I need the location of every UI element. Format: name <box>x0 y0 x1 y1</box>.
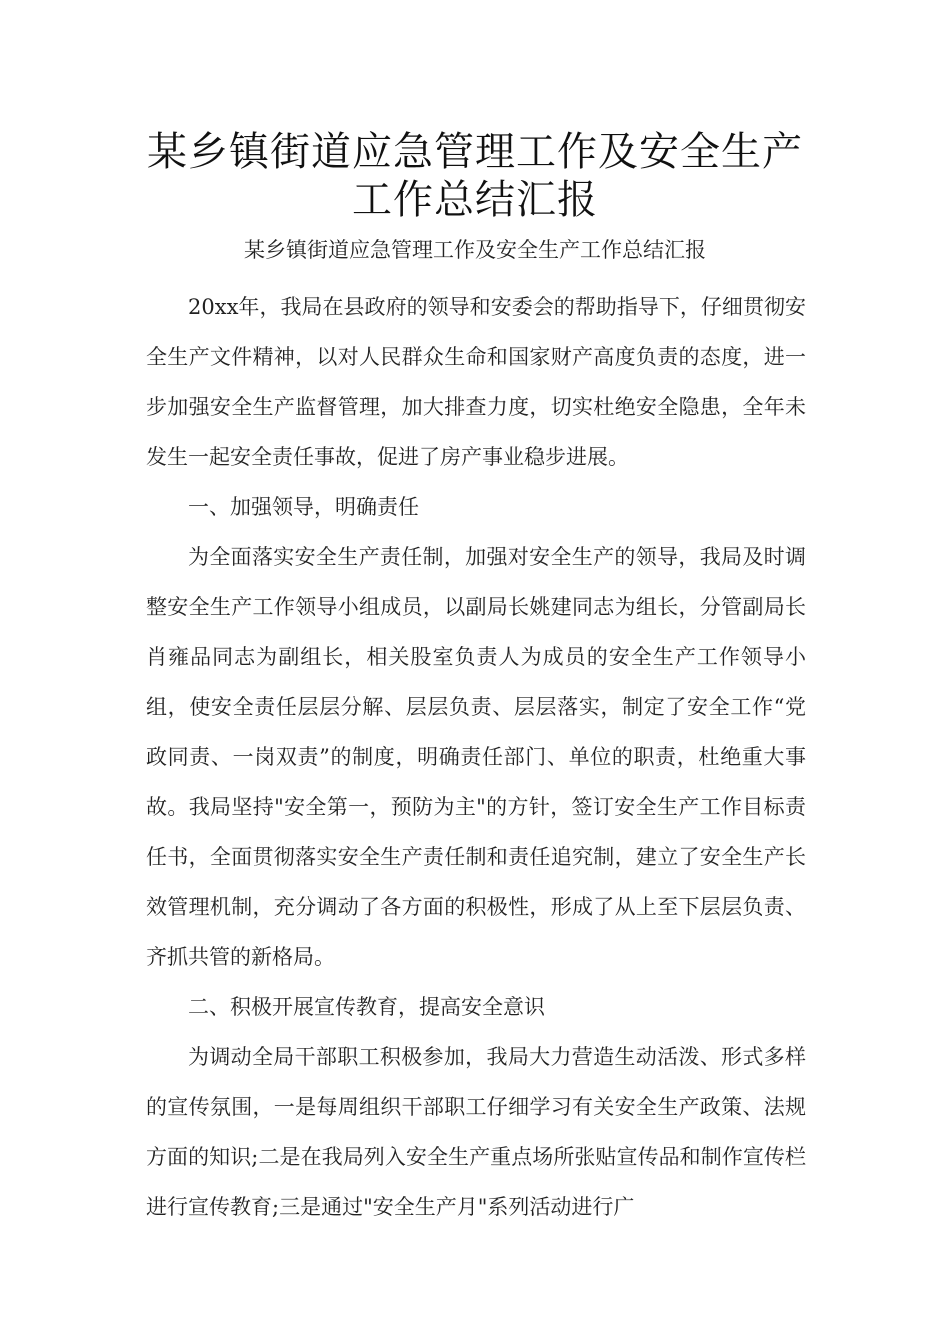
document-subtitle: 某乡镇街道应急管理工作及安全生产工作总结汇报 <box>244 238 706 262</box>
paragraph-section-1: 为全面落实安全生产责任制，加强对安全生产的领导，我局及时调整安全生产工作领导小组成员，以副局长姚建同志为组长，分管副局长肖雍品同志为副组长，相关股室负责人为成员的安全生产工作领导小组，使安全责任层层分解、层层负责、层层落实，制定了安全工作“党政同责、一岗双责”的制度，明确责任部门、单位的职责，杜绝重大事故。我局坚持"安全第一，预防为主"的方针，签订安全生产工作目标责任书，全面贯彻落实安全生产责任制和责任追究制，建立了安全生产长效管理机制，充分调动了各方面的积极性，形成了从上至下层层负责、齐抓共管的新格局。 <box>146 545 806 969</box>
section-heading-2: 二、积极开展宣传教育，提高安全意识 <box>188 995 545 1019</box>
paragraph-intro: 20xx年，我局在县政府的领导和安委会的帮助指导下，仔细贯彻安全生产文件精神，以对人民群众生命和国家财产高度负责的态度，进一步加强安全生产监督管理，加大排查力度，切实杜绝安全隐患，全年未发生一起安全责任事故，促进了房产事业稳步进展。 <box>146 295 806 469</box>
section-heading-1: 一、加强领导，明确责任 <box>188 495 419 519</box>
document-title: 某乡镇街道应急管理工作及安全生产工作总结汇报 <box>147 129 803 223</box>
paragraph-section-2: 为调动全局干部职工积极参加，我局大力营造生动活泼、形式多样的宣传氛围，一是每周组织干部职工仔细学习有关安全生产政策、法规方面的知识;二是在我局列入安全生产重点场所张贴宣传品和制作宣传栏进行宣传教育;三是通过"安全生产月"系列活动进行广 <box>146 1045 806 1219</box>
document-body <box>146 282 806 1232</box>
